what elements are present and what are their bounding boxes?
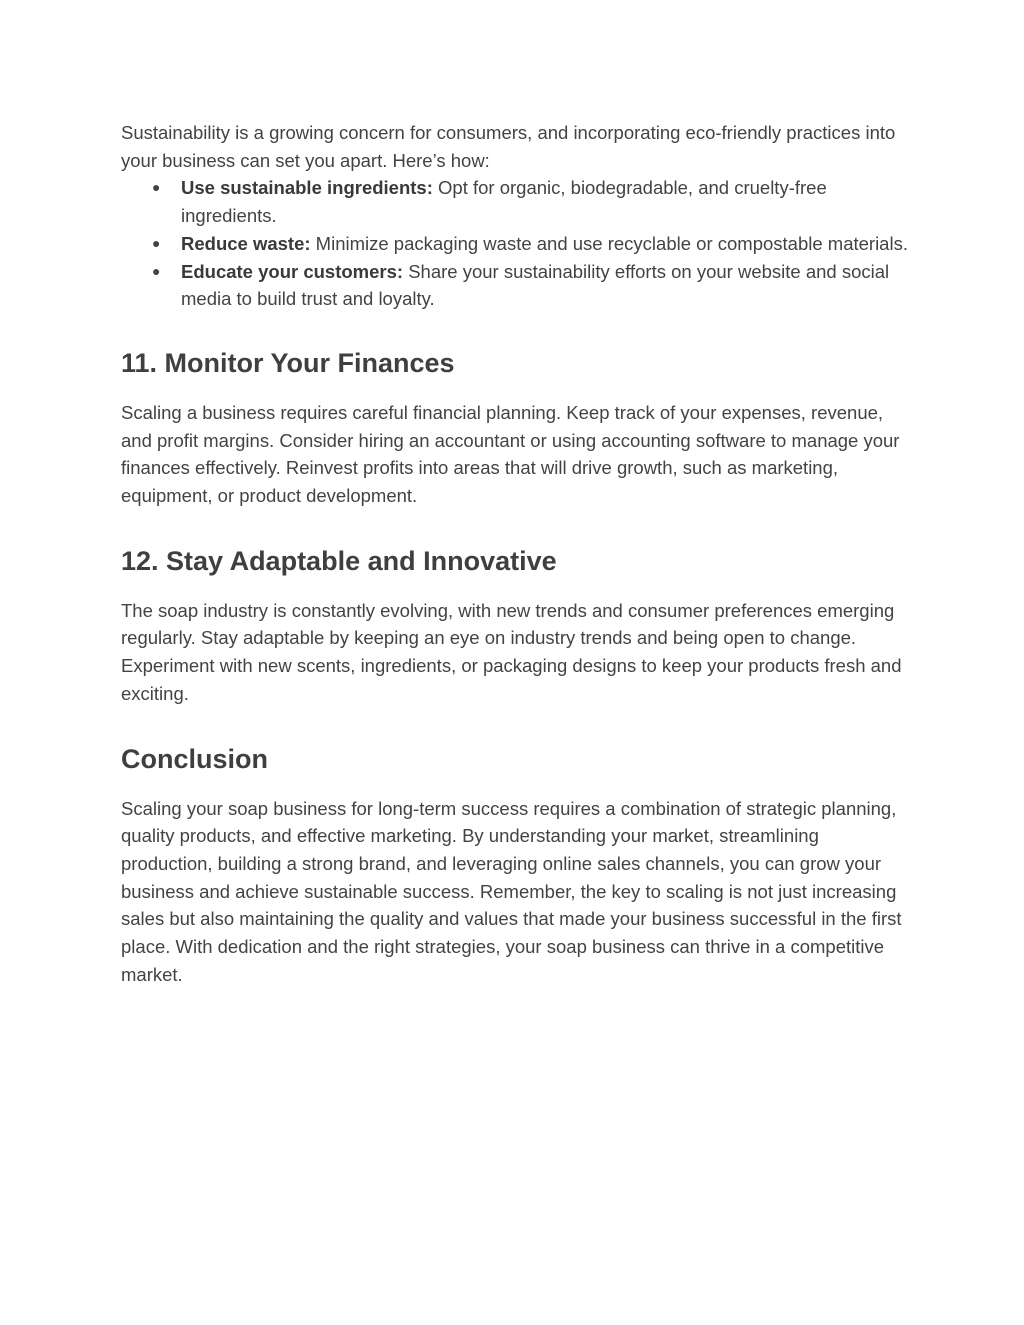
- document-page: [121, 119, 911, 988]
- list-item: [121, 258, 911, 313]
- sustainability-list: [121, 174, 911, 313]
- section-paragraph-conclusion: Scaling your soap business for long-term success requires a combination of strategic planning, quality products, and effective marketing. By understanding your market, streamlining production, building a strong brand, and leveraging online sales channels, you can grow your business and achieve sustainable success. Remember, the key to scaling is not just increasing sales but also maintaining the quality and values that made your business successful in the first place. With dedication and the right strategies, your soap business can thrive in a competitive market.: [121, 797, 902, 985]
- list-item: [121, 174, 911, 229]
- section-heading-adaptable: 12. Stay Adaptable and Innovative: [121, 545, 557, 576]
- list-item-title: Use sustainable ingredients:: [181, 177, 433, 199]
- bullet-icon: ●: [152, 234, 161, 251]
- list-item-text: Minimize packaging waste and use recyclable or compostable materials.: [310, 232, 908, 254]
- section-heading-conclusion: Conclusion: [121, 743, 268, 774]
- intro-paragraph: Sustainability is a growing concern for consumers, and incorporating eco-friendly practices into your business can set you apart. Here’s how:: [121, 122, 896, 171]
- section-paragraph-finances: Scaling a business requires careful financial planning. Keep track of your expenses, revenue, and profit margins. Consider hiring an accountant or using accounting software to manage your finances effectively. Reinvest profits into areas that will drive growth, such as marketing, equipment, or product development.: [121, 401, 900, 507]
- list-item-text: Share your sustainability efforts on your website and social media to build trust and loyalty.: [181, 260, 890, 310]
- list-item: [121, 230, 911, 258]
- section-heading-finances: 11. Monitor Your Finances: [121, 347, 455, 378]
- bullet-icon: ●: [152, 262, 161, 279]
- list-item-title: Educate your customers:: [181, 260, 404, 282]
- section-paragraph-adaptable: The soap industry is constantly evolving, with new trends and consumer preferences emerging regularly. Stay adaptable by keeping an eye on industry trends and being open to change. Experiment with new scents, ingredients, or packaging designs to keep your products fresh and exciting.: [121, 599, 902, 704]
- bullet-icon: ●: [152, 179, 161, 196]
- list-item-title: Reduce waste:: [181, 232, 311, 254]
- list-item-text: Opt for organic, biodegradable, and cruelty-free ingredients.: [181, 177, 827, 227]
